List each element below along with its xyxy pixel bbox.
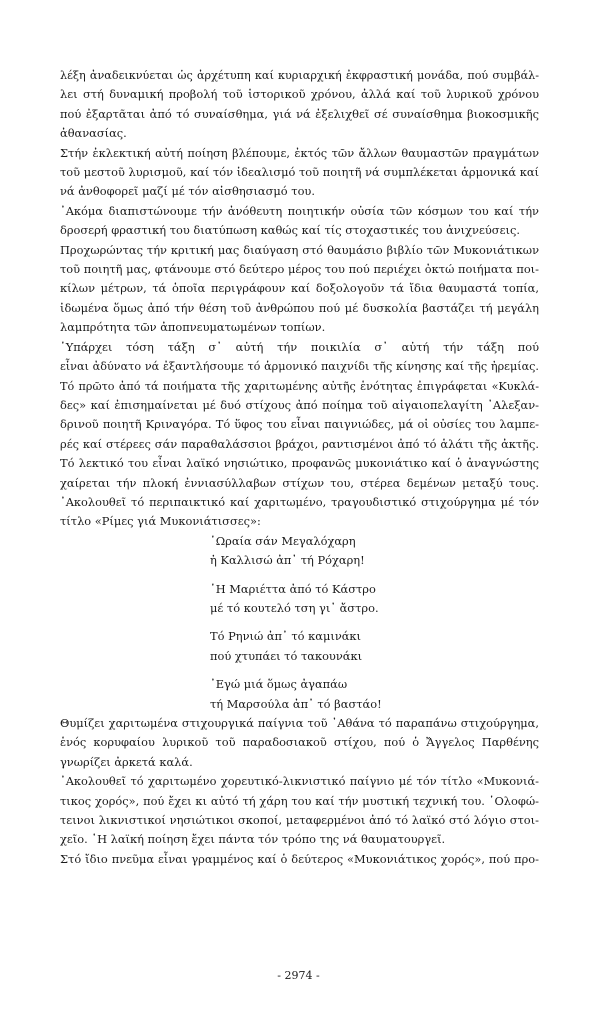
text-line: Θυμίζει χαριτωμένα στιχουργικά παίγνια τοῦ ᾽Αθάνα τό παραπάνω στιχούργημα, [60, 716, 539, 730]
verse-line: ᾽Εγώ μιά ὅμως ἀγαπάω [210, 677, 348, 692]
text-line: ρές καί στέρεες σάν παραθαλάσσιοι βράχοι, ραντισμένοι ἀπό τό ἁλάτι τῆς ἀκτῆς. [60, 436, 539, 451]
verse-line: πού χτυπάει τό τακουνάκι [210, 648, 363, 663]
text-line: ἀθανασίας. [60, 126, 127, 141]
text-line: πού ἐξαρτᾶται ἀπό τό συναίσθημα, γιά νά ἐξελιχθεῖ σέ συναίσθημα βιοκοσμικῆς [60, 106, 539, 121]
text-line: ᾽Ακολουθεῖ τό χαριτωμένο χορευτικό-λικνιστικό παίγνιο μέ τόν τίτλο «Μυκονιά- [60, 774, 539, 789]
text-line: Προχωρώντας τήν κριτική μας διαύγαση στό θαυμάσιο βιβλίο τῶν Μυκονιάτικων [60, 242, 539, 257]
text-line: ἑνός κορυφαίου λυρικοῦ τοῦ παραδοσιακοῦ στίχου, πού ὁ Ἄγγελος Παρθένης [60, 735, 539, 750]
text-line: τοῦ ποιητῆ μας, φτάνουμε στό δεύτερο μέρος του πού περιέχει ὀκτώ ποιήματα ποι- [60, 262, 540, 277]
verse-line: Τό Ρηνιώ ἀπ᾽ τό καμινάκι [210, 629, 362, 644]
text-line: κίλων μέτρων, τά ὁποῖα περιγράφουν καί δοξολογοῦν τά ἴδια θαυμαστά τοπία, [60, 281, 539, 296]
text-line: δροσερή φραστική του διατύπωση καθώς καί τίς στοχαστικές του ἀνιχνεύσεις. [60, 223, 520, 238]
text-line: ῾Υπάρχει τόση τάξη σ᾽ αὐτή τήν ποικιλία σ᾽ αὐτή τήν τάξη πού [60, 339, 539, 354]
text-line: ᾽Ακολουθεῖ τό περιπαικτικό καί χαριτωμένο, τραγουδιστικό στιχούργημα μέ τόν [60, 494, 539, 509]
verse-line: ἡ Καλλισώ ἀπ᾽ τή Ρόχαρη! [210, 553, 365, 568]
poem-stanza [210, 675, 539, 714]
text-line: δες» καί ἐπισημαίνεται μέ δυό στίχους ἀπό ποίημα τοῦ αἰγαιοπελαγίτη ᾽Αλεξαν- [60, 397, 539, 412]
text-line: τεινοι λικνιστικοί νησιώτικοι σκοποί, μεταφερμένοι ἀπό τό λαϊκό στό λόγιο στοι- [60, 813, 539, 828]
paragraph-8 [60, 850, 539, 869]
paragraph-7 [60, 772, 539, 850]
text-line: ᾽Ακόμα διαπιστώνουμε τήν ἀνόθευτη ποιητικήν οὐσία τῶν κόσμων του καί τήν [60, 203, 539, 218]
paragraph-3 [60, 202, 539, 241]
page-number: - 2974 - [277, 969, 320, 982]
poem-stanza [210, 532, 539, 571]
verse-line: ῾Η Μαριέττα ἀπό τό Κάστρο [210, 581, 376, 596]
text-line: λαμπρότητα τῶν ἀποπνευματωμένων τοπίων. [60, 320, 326, 335]
text-line: τικος χορός», πού ἔχει κι αὐτό τή χάρη του καί τήν μυστική τεχνική του. ῾Ολοφώ- [60, 793, 539, 808]
paragraph-5 [60, 338, 539, 532]
poem-stanza [210, 627, 539, 666]
text-line: λει στή δυναμική προβολή τοῦ ἱστορικοῦ χρόνου, ἀλλά καί τοῦ λυρικοῦ χρόνου [60, 87, 539, 102]
text-line: Στήν ἐκλεκτική αὐτή ποίηση βλέπουμε, ἐκτός τῶν ἄλλων θαυμαστῶν πραγμάτων [60, 145, 539, 160]
text-line: Τό πρῶτο ἀπό τά ποιήματα τῆς χαριτωμένης αὐτῆς ἑνότητας ἐπιγράφεται «Κυκλά- [60, 379, 539, 393]
paragraph-4 [60, 241, 539, 338]
text-line: λέξη ἀναδεικνύεται ὡς ἀρχέτυπη καί κυριαρχική ἐκφραστική μονάδα, πού συμβάλ- [60, 69, 539, 82]
text-line: τοῦ μεστοῦ λυρισμοῦ, καί τόν ἰδεαλισμό τοῦ ποιητῆ νά συμπλέκεται ἁρμονικά καί [60, 165, 539, 180]
text-line: ἰδωμένα ὅμως ἀπό τήν θέση τοῦ ἀνθρώπου πού μέ δυσκολία βαστάζει τή μεγάλη [60, 300, 539, 315]
paragraph-2 [60, 144, 539, 202]
verse-line: τή Μαρσούλα ἀπ᾽ τό βαστάο! [210, 696, 382, 711]
text-line: τίτλο «Ρίμες γιά Μυκονιάτισσες»: [60, 514, 261, 529]
poem-quote [210, 532, 539, 714]
verse-line: ῾Ωραία σάν Μεγαλόχαρη [210, 533, 356, 548]
page-body [60, 66, 539, 869]
text-line: Στό ἴδιο πνεῦμα εἶναι γραμμένος καί ὁ δεύτερος «Μυκονιάτικος χορός», πού προ- [60, 851, 539, 866]
paragraph-1 [60, 66, 539, 144]
text-line: Τό λεκτικό του εἶναι λαϊκό νησιώτικο, προφανῶς μυκονιάτικο καί ὁ ἀναγνώστης [60, 456, 539, 471]
text-line: εἶναι ἀδύνατο νά ἐξαντλήσουμε τό ἁρμονικό παιχνίδι τῆς κίνησης καί τῆς ἠρεμίας. [60, 360, 539, 374]
text-line: νά ἀνθοφορεῖ μαζί μέ τόν αἰσθησιασμό του. [60, 184, 315, 199]
paragraph-6 [60, 714, 539, 772]
poem-stanza [210, 580, 539, 619]
text-line: γνωρίζει ἀρκετά καλά. [60, 754, 193, 769]
verse-line: μέ τό κουτελό τση γι᾽ ἄστρο. [210, 600, 379, 615]
text-line: δρινοῦ ποιητῆ Κριναγόρα. Τό ὕφος του εἶναι παιγνιώδες, μά οἱ οὐσίες του λαμπε- [60, 417, 539, 432]
text-line: χεῖο. ῾Η λαϊκή ποίηση ἔχει πάντα τόν τρόπο της νά θαυματουργεῖ. [60, 832, 446, 847]
text-line: χαίρεται τήν πλοκή ἐννιασύλλαβων στίχων του, στέρεα δεμένων μεταξύ τους. [60, 475, 539, 490]
